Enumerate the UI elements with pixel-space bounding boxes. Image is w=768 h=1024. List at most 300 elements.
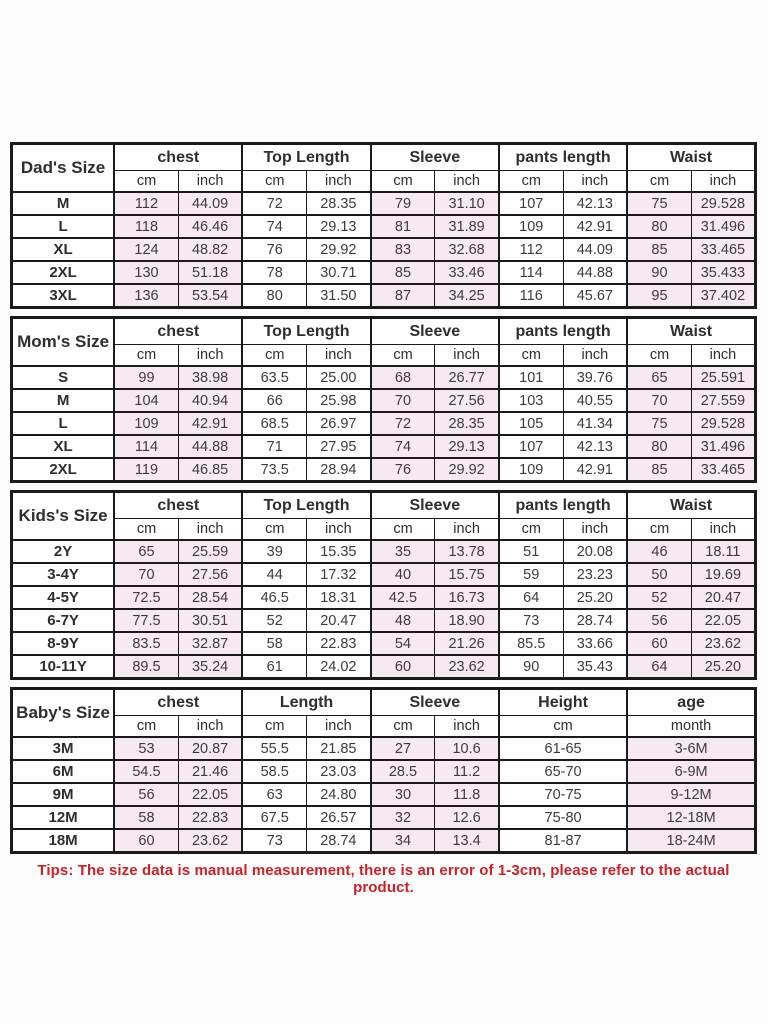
unit-header: inch: [691, 171, 755, 193]
value-cell: 75: [627, 412, 691, 435]
value-cell: 58: [114, 806, 178, 829]
unit-header: cm: [627, 171, 691, 193]
table-row: [12, 215, 756, 238]
value-cell: 85: [371, 261, 435, 284]
value-cell: 58.5: [242, 760, 306, 783]
value-cell: 38.98: [178, 366, 242, 389]
value-cell: 24.80: [307, 783, 371, 806]
size-tables: [10, 142, 757, 854]
value-cell: 44.88: [178, 435, 242, 458]
table-row: [12, 261, 756, 284]
value-cell: 73: [499, 609, 563, 632]
value-cell: 103: [499, 389, 563, 412]
value-cell: 118: [114, 215, 178, 238]
value-cell: 27.56: [435, 389, 499, 412]
value-cell: 68: [371, 366, 435, 389]
unit-header: cm: [499, 716, 627, 738]
value-cell: 65: [627, 366, 691, 389]
value-cell: 41.34: [563, 412, 627, 435]
value-cell: 45.67: [563, 284, 627, 308]
value-cell: 63: [242, 783, 306, 806]
value-cell: 18.90: [435, 609, 499, 632]
value-cell: 27.56: [178, 563, 242, 586]
value-cell: 55.5: [242, 737, 306, 760]
value-cell: 51.18: [178, 261, 242, 284]
value-cell: 85: [627, 458, 691, 482]
value-cell: 56: [627, 609, 691, 632]
value-cell: 29.528: [691, 412, 755, 435]
row-size-label: S: [12, 366, 115, 389]
value-cell: 74: [371, 435, 435, 458]
value-cell: 48: [371, 609, 435, 632]
value-cell: 31.10: [435, 192, 499, 215]
value-cell: 44.88: [563, 261, 627, 284]
value-cell: 70-75: [499, 783, 627, 806]
unit-header: cm: [114, 345, 178, 367]
section-label: Mom's Size: [12, 318, 115, 367]
value-cell: 26.77: [435, 366, 499, 389]
value-cell: 114: [499, 261, 563, 284]
value-cell: 6-9M: [627, 760, 755, 783]
value-cell: 109: [499, 215, 563, 238]
value-cell: 13.4: [435, 829, 499, 853]
row-size-label: 18M: [12, 829, 115, 853]
value-cell: 112: [499, 238, 563, 261]
value-cell: 25.59: [178, 540, 242, 563]
value-cell: 35.43: [563, 655, 627, 679]
row-size-label: 6M: [12, 760, 115, 783]
value-cell: 83: [371, 238, 435, 261]
value-cell: 23.62: [435, 655, 499, 679]
table-row: [12, 540, 756, 563]
value-cell: 70: [114, 563, 178, 586]
unit-header: cm: [499, 171, 563, 193]
row-size-label: M: [12, 389, 115, 412]
unit-header: inch: [178, 345, 242, 367]
value-cell: 29.92: [307, 238, 371, 261]
value-cell: 40: [371, 563, 435, 586]
value-cell: 68.5: [242, 412, 306, 435]
value-cell: 28.54: [178, 586, 242, 609]
table-row: [12, 760, 756, 783]
value-cell: 61: [242, 655, 306, 679]
value-cell: 42.13: [563, 192, 627, 215]
value-cell: 54.5: [114, 760, 178, 783]
value-cell: 23.03: [307, 760, 371, 783]
value-cell: 28.5: [371, 760, 435, 783]
value-cell: 27.95: [307, 435, 371, 458]
unit-header: inch: [178, 716, 242, 738]
table-row: [12, 609, 756, 632]
unit-header: inch: [435, 716, 499, 738]
size-table: [10, 316, 757, 483]
value-cell: 22.05: [178, 783, 242, 806]
value-cell: 112: [114, 192, 178, 215]
value-cell: 52: [627, 586, 691, 609]
section-label: Kids's Size: [12, 492, 115, 541]
value-cell: 11.8: [435, 783, 499, 806]
value-cell: 42.5: [371, 586, 435, 609]
row-size-label: 3M: [12, 737, 115, 760]
section-label: Baby's Size: [12, 689, 115, 738]
value-cell: 25.591: [691, 366, 755, 389]
value-cell: 64: [499, 586, 563, 609]
column-group-header: Sleeve: [371, 144, 499, 171]
value-cell: 28.35: [435, 412, 499, 435]
value-cell: 63.5: [242, 366, 306, 389]
value-cell: 42.13: [563, 435, 627, 458]
value-cell: 79: [371, 192, 435, 215]
value-cell: 25.98: [307, 389, 371, 412]
value-cell: 42.91: [178, 412, 242, 435]
unit-header: cm: [114, 171, 178, 193]
value-cell: 76: [242, 238, 306, 261]
value-cell: 28.74: [307, 829, 371, 853]
value-cell: 27: [371, 737, 435, 760]
value-cell: 29.13: [435, 435, 499, 458]
value-cell: 15.35: [307, 540, 371, 563]
column-group-header: chest: [114, 492, 242, 519]
row-size-label: 3-4Y: [12, 563, 115, 586]
row-size-label: XL: [12, 435, 115, 458]
value-cell: 75-80: [499, 806, 627, 829]
unit-header: inch: [178, 519, 242, 541]
value-cell: 58: [242, 632, 306, 655]
value-cell: 19.69: [691, 563, 755, 586]
value-cell: 50: [627, 563, 691, 586]
value-cell: 33.66: [563, 632, 627, 655]
table-row: [12, 284, 756, 308]
value-cell: 76: [371, 458, 435, 482]
value-cell: 15.75: [435, 563, 499, 586]
value-cell: 60: [627, 632, 691, 655]
value-cell: 21.85: [307, 737, 371, 760]
unit-header: cm: [114, 519, 178, 541]
value-cell: 3-6M: [627, 737, 755, 760]
value-cell: 29.92: [435, 458, 499, 482]
value-cell: 89.5: [114, 655, 178, 679]
column-group-header: Length: [242, 689, 370, 716]
row-size-label: 6-7Y: [12, 609, 115, 632]
row-size-label: L: [12, 412, 115, 435]
value-cell: 23.62: [691, 632, 755, 655]
value-cell: 25.20: [563, 586, 627, 609]
value-cell: 20.08: [563, 540, 627, 563]
value-cell: 12.6: [435, 806, 499, 829]
value-cell: 83.5: [114, 632, 178, 655]
value-cell: 13.78: [435, 540, 499, 563]
unit-header: cm: [371, 171, 435, 193]
value-cell: 51: [499, 540, 563, 563]
value-cell: 81: [371, 215, 435, 238]
value-cell: 31.496: [691, 435, 755, 458]
value-cell: 56: [114, 783, 178, 806]
column-group-header: Top Length: [242, 318, 370, 345]
row-size-label: 9M: [12, 783, 115, 806]
unit-header: cm: [242, 171, 306, 193]
value-cell: 66: [242, 389, 306, 412]
unit-header: inch: [307, 345, 371, 367]
value-cell: 65-70: [499, 760, 627, 783]
value-cell: 39.76: [563, 366, 627, 389]
row-size-label: 2Y: [12, 540, 115, 563]
value-cell: 33.465: [691, 238, 755, 261]
value-cell: 24.02: [307, 655, 371, 679]
column-group-header: age: [627, 689, 755, 716]
column-group-header: pants length: [499, 318, 627, 345]
value-cell: 28.74: [563, 609, 627, 632]
value-cell: 26.57: [307, 806, 371, 829]
value-cell: 44.09: [178, 192, 242, 215]
table-row: [12, 389, 756, 412]
unit-header: inch: [307, 716, 371, 738]
unit-header: month: [627, 716, 755, 738]
value-cell: 48.82: [178, 238, 242, 261]
value-cell: 30.51: [178, 609, 242, 632]
value-cell: 17.32: [307, 563, 371, 586]
value-cell: 61-65: [499, 737, 627, 760]
table-row: [12, 366, 756, 389]
value-cell: 46.85: [178, 458, 242, 482]
value-cell: 65: [114, 540, 178, 563]
unit-header: cm: [242, 716, 306, 738]
value-cell: 90: [499, 655, 563, 679]
value-cell: 22.05: [691, 609, 755, 632]
value-cell: 32.68: [435, 238, 499, 261]
unit-header: cm: [627, 345, 691, 367]
value-cell: 21.26: [435, 632, 499, 655]
value-cell: 52: [242, 609, 306, 632]
size-table: [10, 142, 757, 309]
value-cell: 54: [371, 632, 435, 655]
value-cell: 95: [627, 284, 691, 308]
row-size-label: 4-5Y: [12, 586, 115, 609]
unit-header: inch: [563, 519, 627, 541]
row-size-label: 12M: [12, 806, 115, 829]
row-size-label: XL: [12, 238, 115, 261]
value-cell: 78: [242, 261, 306, 284]
value-cell: 130: [114, 261, 178, 284]
value-cell: 18.31: [307, 586, 371, 609]
value-cell: 31.50: [307, 284, 371, 308]
value-cell: 116: [499, 284, 563, 308]
value-cell: 12-18M: [627, 806, 755, 829]
value-cell: 59: [499, 563, 563, 586]
value-cell: 20.87: [178, 737, 242, 760]
row-size-label: M: [12, 192, 115, 215]
value-cell: 23.23: [563, 563, 627, 586]
unit-header: inch: [435, 519, 499, 541]
value-cell: 34: [371, 829, 435, 853]
value-cell: 21.46: [178, 760, 242, 783]
value-cell: 75: [627, 192, 691, 215]
table-row: [12, 806, 756, 829]
value-cell: 81-87: [499, 829, 627, 853]
value-cell: 28.35: [307, 192, 371, 215]
value-cell: 87: [371, 284, 435, 308]
unit-header: cm: [499, 345, 563, 367]
unit-header: inch: [307, 519, 371, 541]
section-label: Dad's Size: [12, 144, 115, 193]
unit-header: cm: [371, 716, 435, 738]
value-cell: 101: [499, 366, 563, 389]
value-cell: 40.55: [563, 389, 627, 412]
value-cell: 44.09: [563, 238, 627, 261]
column-group-header: Waist: [627, 318, 755, 345]
size-table: [10, 490, 757, 680]
column-group-header: chest: [114, 318, 242, 345]
value-cell: 42.91: [563, 458, 627, 482]
unit-header: inch: [563, 345, 627, 367]
column-group-header: pants length: [499, 492, 627, 519]
unit-header: cm: [114, 716, 178, 738]
value-cell: 124: [114, 238, 178, 261]
value-cell: 46.46: [178, 215, 242, 238]
value-cell: 26.97: [307, 412, 371, 435]
value-cell: 37.402: [691, 284, 755, 308]
table-row: [12, 435, 756, 458]
value-cell: 40.94: [178, 389, 242, 412]
value-cell: 77.5: [114, 609, 178, 632]
value-cell: 9-12M: [627, 783, 755, 806]
value-cell: 80: [627, 215, 691, 238]
unit-header: inch: [435, 171, 499, 193]
row-size-label: 2XL: [12, 458, 115, 482]
value-cell: 85: [627, 238, 691, 261]
value-cell: 73.5: [242, 458, 306, 482]
value-cell: 60: [114, 829, 178, 853]
unit-header: inch: [435, 345, 499, 367]
unit-header: cm: [371, 345, 435, 367]
value-cell: 70: [627, 389, 691, 412]
value-cell: 29.13: [307, 215, 371, 238]
unit-header: inch: [563, 171, 627, 193]
row-size-label: 8-9Y: [12, 632, 115, 655]
unit-header: cm: [627, 519, 691, 541]
value-cell: 119: [114, 458, 178, 482]
value-cell: 136: [114, 284, 178, 308]
column-group-header: chest: [114, 144, 242, 171]
table-row: [12, 586, 756, 609]
value-cell: 53.54: [178, 284, 242, 308]
column-group-header: Waist: [627, 492, 755, 519]
unit-header: inch: [691, 345, 755, 367]
value-cell: 39: [242, 540, 306, 563]
value-cell: 20.47: [691, 586, 755, 609]
table-row: [12, 563, 756, 586]
unit-header: cm: [242, 345, 306, 367]
value-cell: 31.89: [435, 215, 499, 238]
column-group-header: pants length: [499, 144, 627, 171]
value-cell: 33.465: [691, 458, 755, 482]
table-row: [12, 412, 756, 435]
value-cell: 18-24M: [627, 829, 755, 853]
value-cell: 53: [114, 737, 178, 760]
column-group-header: Sleeve: [371, 689, 499, 716]
unit-header: cm: [499, 519, 563, 541]
value-cell: 71: [242, 435, 306, 458]
value-cell: 107: [499, 435, 563, 458]
row-size-label: 10-11Y: [12, 655, 115, 679]
column-group-header: Height: [499, 689, 627, 716]
value-cell: 25.20: [691, 655, 755, 679]
value-cell: 42.91: [563, 215, 627, 238]
value-cell: 109: [499, 458, 563, 482]
unit-header: cm: [371, 519, 435, 541]
value-cell: 105: [499, 412, 563, 435]
value-cell: 25.00: [307, 366, 371, 389]
value-cell: 23.62: [178, 829, 242, 853]
column-group-header: Sleeve: [371, 492, 499, 519]
size-table: [10, 687, 757, 854]
value-cell: 80: [627, 435, 691, 458]
table-row: [12, 238, 756, 261]
column-group-header: Top Length: [242, 492, 370, 519]
value-cell: 10.6: [435, 737, 499, 760]
value-cell: 20.47: [307, 609, 371, 632]
row-size-label: 3XL: [12, 284, 115, 308]
value-cell: 33.46: [435, 261, 499, 284]
value-cell: 35.433: [691, 261, 755, 284]
value-cell: 11.2: [435, 760, 499, 783]
value-cell: 72: [242, 192, 306, 215]
unit-header: inch: [307, 171, 371, 193]
column-group-header: Top Length: [242, 144, 370, 171]
value-cell: 22.83: [307, 632, 371, 655]
unit-header: inch: [691, 519, 755, 541]
unit-header: cm: [242, 519, 306, 541]
tips-text: Tips: The size data is manual measurement, there is an error of 1-3cm, please refer to the actual product.: [37, 862, 730, 896]
value-cell: 72.5: [114, 586, 178, 609]
value-cell: 32.87: [178, 632, 242, 655]
value-cell: 30: [371, 783, 435, 806]
value-cell: 74: [242, 215, 306, 238]
value-cell: 99: [114, 366, 178, 389]
value-cell: 46.5: [242, 586, 306, 609]
value-cell: 31.496: [691, 215, 755, 238]
value-cell: 27.559: [691, 389, 755, 412]
value-cell: 22.83: [178, 806, 242, 829]
value-cell: 16.73: [435, 586, 499, 609]
value-cell: 90: [627, 261, 691, 284]
table-row: [12, 783, 756, 806]
value-cell: 18.11: [691, 540, 755, 563]
value-cell: 28.94: [307, 458, 371, 482]
column-group-header: Sleeve: [371, 318, 499, 345]
value-cell: 114: [114, 435, 178, 458]
column-group-header: chest: [114, 689, 242, 716]
value-cell: 34.25: [435, 284, 499, 308]
value-cell: 107: [499, 192, 563, 215]
value-cell: 73: [242, 829, 306, 853]
value-cell: 46: [627, 540, 691, 563]
table-row: [12, 829, 756, 853]
row-size-label: 2XL: [12, 261, 115, 284]
value-cell: 109: [114, 412, 178, 435]
value-cell: 85.5: [499, 632, 563, 655]
value-cell: 64: [627, 655, 691, 679]
value-cell: 35: [371, 540, 435, 563]
row-size-label: L: [12, 215, 115, 238]
value-cell: 32: [371, 806, 435, 829]
unit-header: inch: [178, 171, 242, 193]
table-row: [12, 192, 756, 215]
table-row: [12, 632, 756, 655]
column-group-header: Waist: [627, 144, 755, 171]
value-cell: 35.24: [178, 655, 242, 679]
value-cell: 30.71: [307, 261, 371, 284]
value-cell: 60: [371, 655, 435, 679]
